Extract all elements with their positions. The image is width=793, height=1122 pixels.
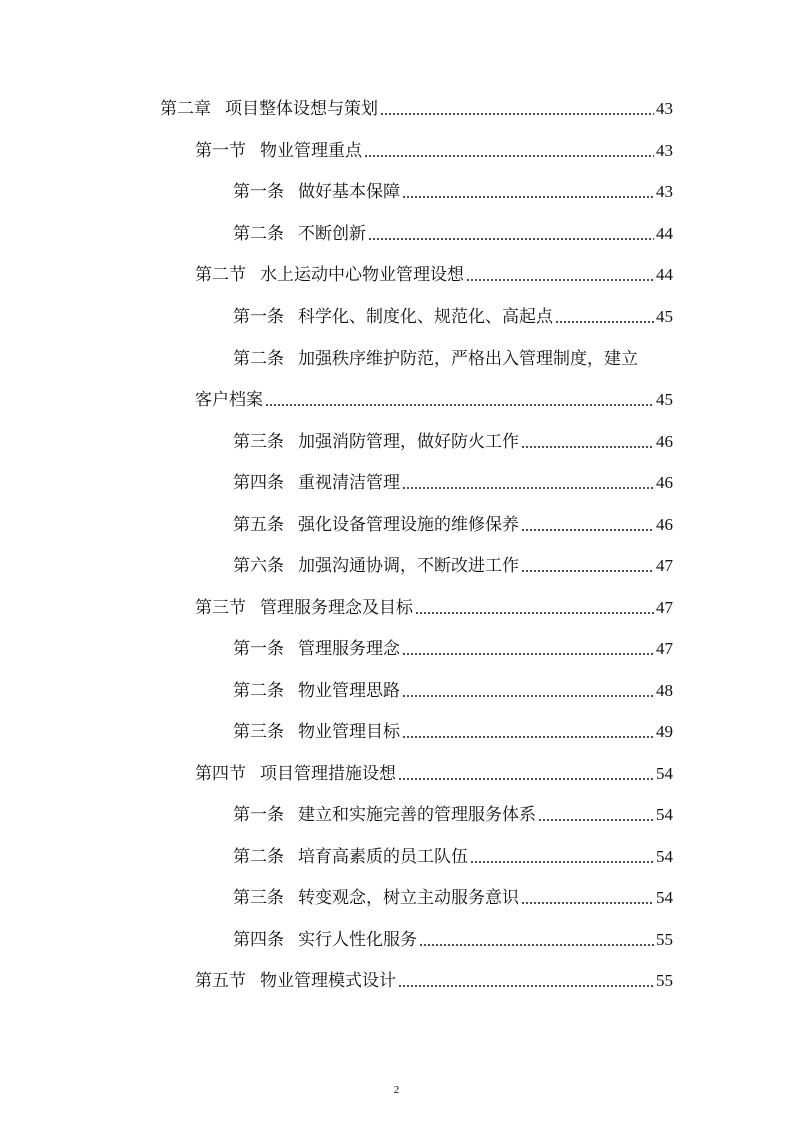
toc-entry-section[interactable] bbox=[195, 140, 673, 162]
toc-page: 47 bbox=[656, 556, 673, 575]
toc-entry-section[interactable] bbox=[195, 597, 673, 619]
dot-leader bbox=[265, 404, 654, 406]
dot-leader bbox=[398, 778, 654, 780]
toc-number: 第一条 bbox=[233, 307, 284, 327]
toc-title: 物业管理思路 bbox=[298, 681, 400, 701]
toc-title: 物业管理目标 bbox=[298, 722, 400, 742]
dot-leader bbox=[521, 570, 654, 572]
toc-title: 不断创新 bbox=[298, 224, 366, 244]
dot-leader bbox=[364, 155, 654, 157]
toc-title: 物业管理重点 bbox=[260, 141, 362, 161]
toc-entry-article[interactable] bbox=[233, 887, 673, 909]
dot-leader bbox=[521, 446, 654, 448]
dot-leader bbox=[521, 902, 654, 904]
dot-leader bbox=[368, 238, 654, 240]
toc-number: 第二条 bbox=[233, 847, 284, 867]
dot-leader bbox=[398, 985, 654, 987]
dot-leader bbox=[402, 487, 654, 489]
toc-number: 第二节 bbox=[195, 265, 246, 285]
toc-page: 45 bbox=[656, 307, 673, 326]
toc-page: 44 bbox=[656, 265, 673, 284]
toc-title: 建立和实施完善的管理服务体系 bbox=[298, 805, 536, 825]
dot-leader bbox=[402, 736, 654, 738]
toc-page: 46 bbox=[656, 515, 673, 534]
dot-leader bbox=[402, 196, 654, 198]
toc-title: 实行人性化服务 bbox=[298, 930, 417, 950]
toc-entry-article[interactable] bbox=[233, 223, 673, 245]
toc-entry-article[interactable] bbox=[233, 472, 673, 494]
toc-entry-article[interactable] bbox=[233, 306, 673, 328]
dot-leader bbox=[402, 695, 654, 697]
toc-entry-article[interactable] bbox=[233, 846, 673, 868]
toc-entry-article[interactable] bbox=[233, 929, 673, 951]
toc-page: 43 bbox=[656, 99, 673, 118]
toc-title: 培育高素质的员工队伍 bbox=[298, 847, 468, 867]
toc-page: 46 bbox=[656, 473, 673, 492]
toc-number: 第一节 bbox=[195, 141, 246, 161]
toc-page: 54 bbox=[656, 764, 673, 783]
toc-number: 第四节 bbox=[195, 764, 246, 784]
toc-number: 第二条 bbox=[233, 349, 284, 369]
toc-number: 第一条 bbox=[233, 639, 284, 659]
toc-title: 加强秩序维护防范，严格出入管理制度，建立 bbox=[298, 349, 638, 369]
toc-page: 43 bbox=[656, 141, 673, 160]
toc-entry-article[interactable] bbox=[233, 555, 673, 577]
toc-number: 第二条 bbox=[233, 224, 284, 244]
toc-number: 第四条 bbox=[233, 473, 284, 493]
toc-entry-section[interactable] bbox=[195, 763, 673, 785]
toc-number: 第二条 bbox=[233, 681, 284, 701]
toc-number: 第一条 bbox=[233, 182, 284, 202]
toc-page: 55 bbox=[656, 930, 673, 949]
toc-page: 54 bbox=[656, 888, 673, 907]
toc-number: 第五条 bbox=[233, 515, 284, 535]
toc-page: 45 bbox=[656, 390, 673, 409]
toc-number: 第三条 bbox=[233, 888, 284, 908]
toc-title: 项目整体设想与策划 bbox=[225, 99, 378, 119]
toc-title: 管理服务理念及目标 bbox=[260, 598, 413, 618]
toc-entry-article[interactable] bbox=[233, 804, 673, 826]
toc-number: 第四条 bbox=[233, 930, 284, 950]
toc-entry-article-line2[interactable] bbox=[195, 389, 673, 411]
toc-title: 做好基本保障 bbox=[298, 182, 400, 202]
toc-entry-article[interactable] bbox=[233, 680, 673, 702]
toc-entry-article[interactable] bbox=[233, 431, 673, 453]
dot-leader bbox=[419, 944, 654, 946]
toc-title: 加强消防管理，做好防火工作 bbox=[298, 432, 519, 452]
dot-leader bbox=[521, 529, 654, 531]
toc-page: 47 bbox=[656, 598, 673, 617]
toc-title: 科学化、制度化、规范化、高起点 bbox=[298, 307, 553, 327]
toc-number: 第六条 bbox=[233, 556, 284, 576]
toc-title: 加强沟通协调，不断改进工作 bbox=[298, 556, 519, 576]
toc-number: 第三条 bbox=[233, 722, 284, 742]
dot-leader bbox=[380, 113, 654, 115]
dot-leader bbox=[415, 612, 654, 614]
toc-page: 54 bbox=[656, 847, 673, 866]
dot-leader bbox=[466, 279, 654, 281]
toc-number: 第二章 bbox=[160, 99, 211, 119]
toc-entry-section[interactable] bbox=[195, 970, 673, 992]
dot-leader bbox=[538, 819, 654, 821]
toc-page: 43 bbox=[656, 182, 673, 201]
dot-leader bbox=[555, 321, 654, 323]
toc-number: 第三节 bbox=[195, 598, 246, 618]
toc-page: 47 bbox=[656, 639, 673, 658]
toc-title: 水上运动中心物业管理设想 bbox=[260, 265, 464, 285]
dot-leader bbox=[402, 653, 654, 655]
toc-entry-article[interactable] bbox=[233, 721, 673, 743]
toc-title: 物业管理模式设计 bbox=[260, 971, 396, 991]
toc-number: 第五节 bbox=[195, 971, 246, 991]
toc-page: 46 bbox=[656, 432, 673, 451]
toc-entry-article[interactable] bbox=[233, 514, 673, 536]
toc-page: 54 bbox=[656, 805, 673, 824]
toc-entry-chapter[interactable] bbox=[160, 98, 673, 120]
toc-entry-article[interactable] bbox=[233, 638, 673, 660]
toc-number: 第一条 bbox=[233, 805, 284, 825]
toc-title-continued: 客户档案 bbox=[195, 390, 263, 410]
dot-leader bbox=[470, 861, 654, 863]
page-number: 2 bbox=[393, 1084, 400, 1096]
toc-title: 项目管理措施设想 bbox=[260, 764, 396, 784]
toc-title: 重视清洁管理 bbox=[298, 473, 400, 493]
toc-number: 第三条 bbox=[233, 432, 284, 452]
toc-page: 49 bbox=[656, 722, 673, 741]
toc-title: 转变观念，树立主动服务意识 bbox=[298, 888, 519, 908]
toc-page: 44 bbox=[656, 224, 673, 243]
toc-page: 48 bbox=[656, 681, 673, 700]
toc-page: 55 bbox=[656, 971, 673, 990]
toc-title: 强化设备管理设施的维修保养 bbox=[298, 515, 519, 535]
toc-title: 管理服务理念 bbox=[298, 639, 400, 659]
toc-entry-article[interactable] bbox=[233, 181, 673, 203]
toc-entry-article-line1[interactable] bbox=[233, 348, 673, 370]
toc-entry-section[interactable] bbox=[195, 264, 673, 286]
